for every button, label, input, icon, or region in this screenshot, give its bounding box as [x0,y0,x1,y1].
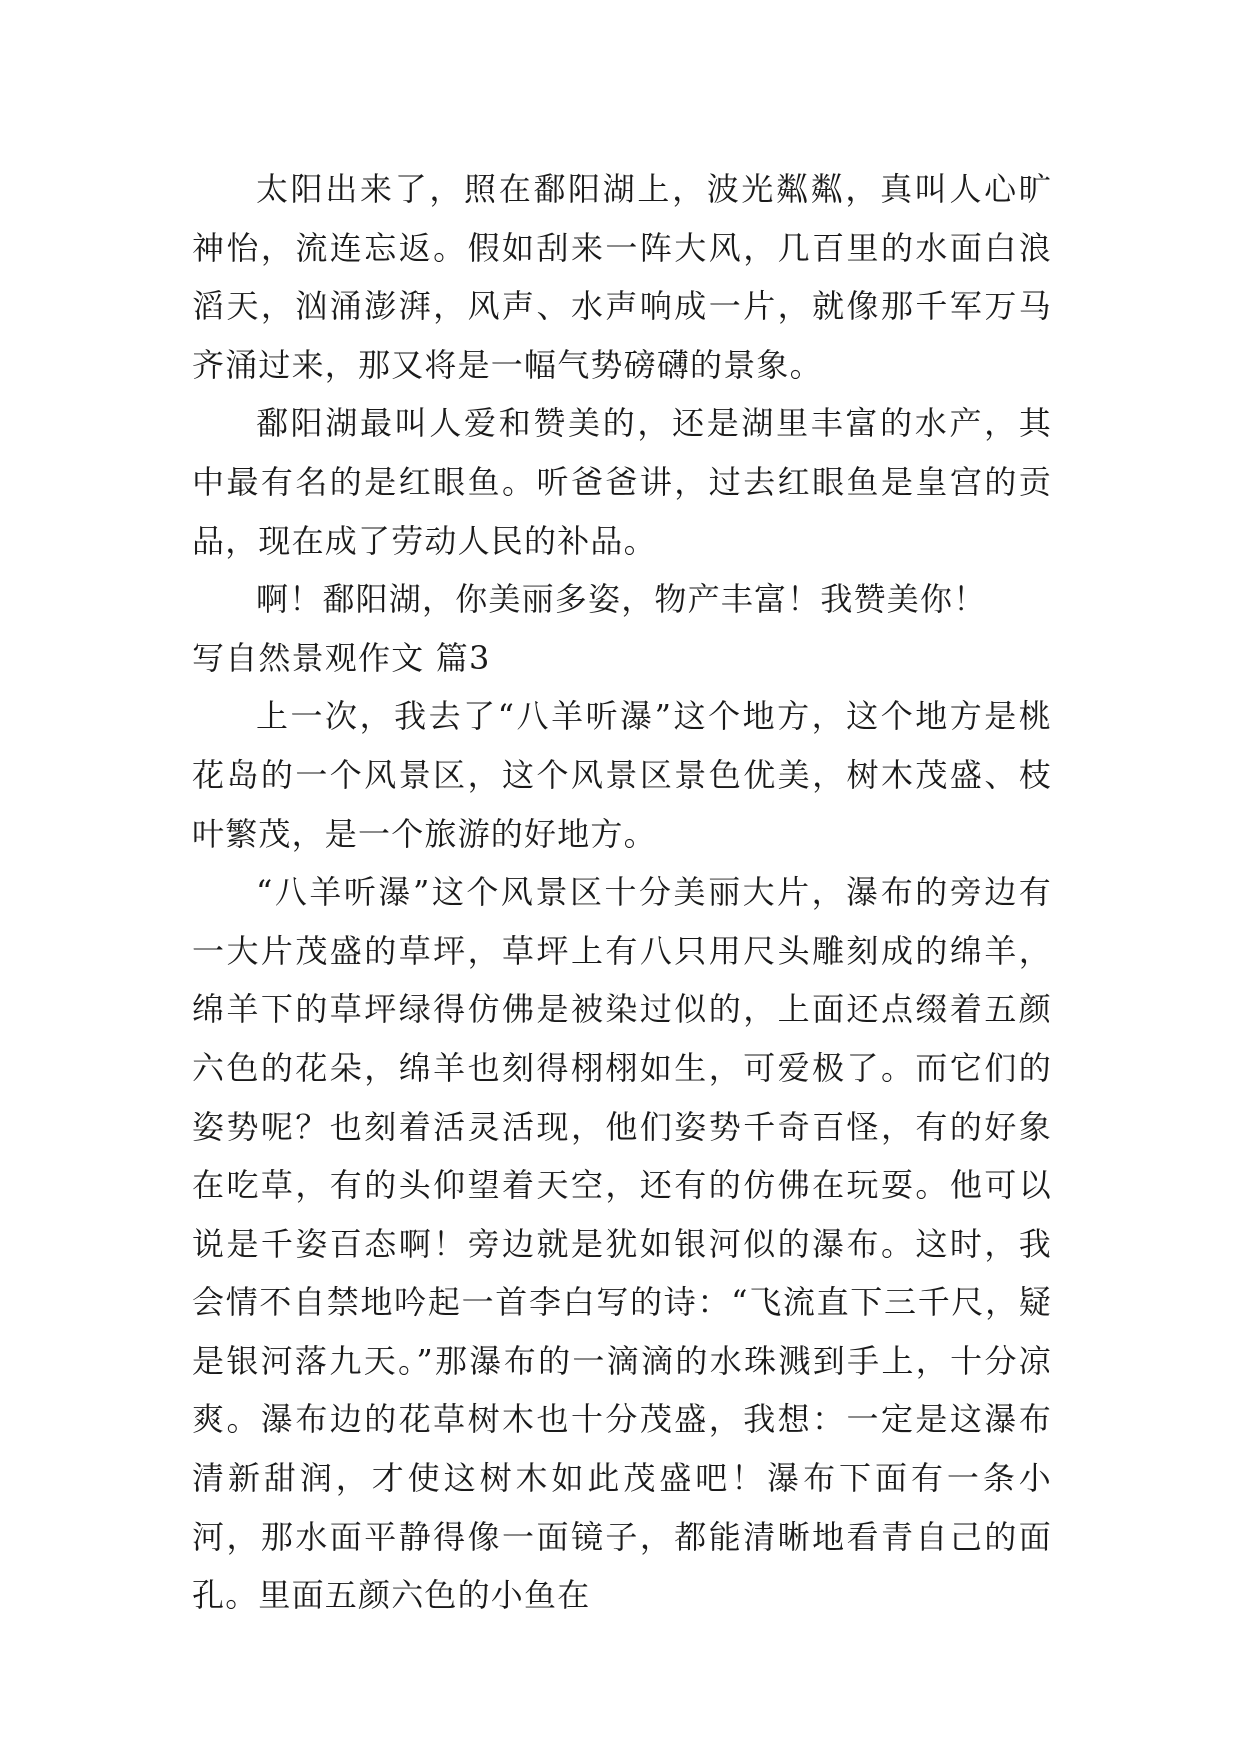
section-heading: 写自然景观作文 篇3 [192,638,491,677]
section-paragraph-2: “八羊听瀑”这个风景区十分美丽大片，瀑布的旁边有一大片茂盛的草坪，草坪上有八只用尺头雕刻成的绵羊，绵羊下的草坪绿得仿佛是被染过似的，上面还点缀着五颜六色的花朵，绵羊也刻得栩栩如生，可爱极了。而它们的姿势呢？也刻着活灵活现，他们姿势千奇百怪，有的好象在吃草，有的头仰望着天空，还有的仿佛在玩耍。他可以说是千姿百态啊！旁边就是犹如银河似的瀑布。这时，我会情不自禁地吟起一首李白写的诗：“飞流直下三千尺，疑是银河落九天。”那瀑布的一滴滴的水珠溅到手上，十分凉爽。瀑布边的花草树木也十分茂盛，我想：一定是这瀑布清新甜润，才使这树木如此茂盛吧！瀑布下面有一条小河，那水面平静得像一面镜子，都能清晰地看青自己的面孔。里面五颜六色的小鱼在 [192,873,1052,1615]
paragraph-2: 鄱阳湖最叫人爱和赞美的，还是湖里丰富的水产，其中最有名的是红眼鱼。听爸爸讲，过去红眼鱼是皇宫的贡品，现在成了劳动人民的补品。 [192,404,1052,560]
paragraph-3: 啊！鄱阳湖，你美丽多姿，物产丰富！我赞美你！ [256,580,987,619]
section-paragraph-1: 上一次，我去了“八羊听瀑”这个地方，这个地方是桃花岛的一个风景区，这个风景区景色优美，树木茂盛、枝叶繁茂，是一个旅游的好地方。 [192,697,1052,853]
document-body [192,160,1052,1625]
paragraph-1: 太阳出来了，照在鄱阳湖上，波光粼粼，真叫人心旷神怡，流连忘返。假如刮来一阵大风，几百里的水面白浪滔天，汹涌澎湃，风声、水声响成一片，就像那千军万马齐涌过来，那又将是一幅气势磅礴的景象。 [192,170,1052,384]
